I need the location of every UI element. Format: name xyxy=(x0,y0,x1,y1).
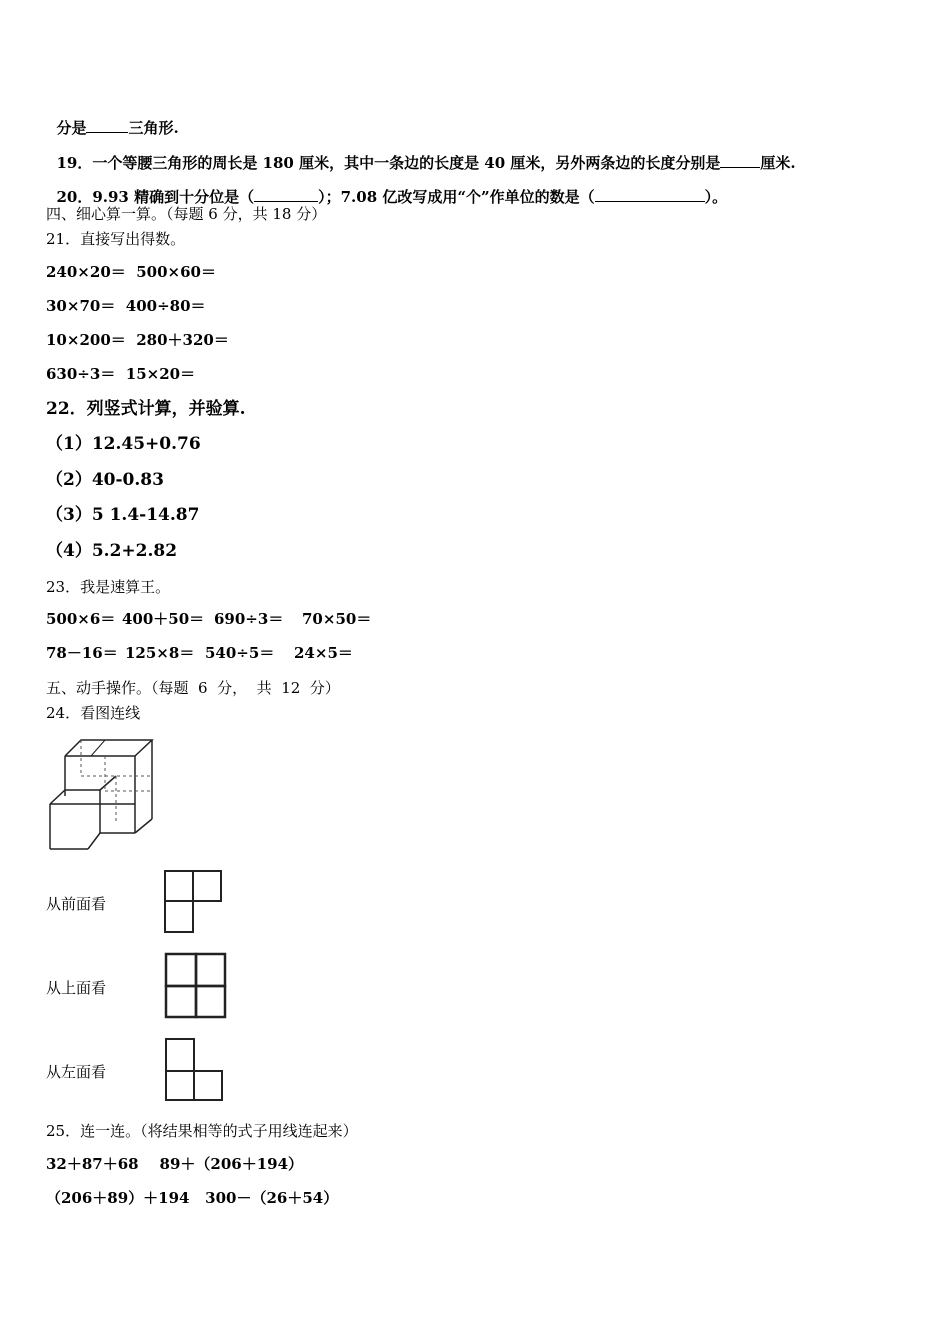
q18-prefix: 分是 xyxy=(56,119,87,137)
q23-expr: 24×5＝ xyxy=(294,644,353,662)
q22-item: （1）12.45+0.76 xyxy=(46,434,201,454)
q21-row: 30×70＝ 400÷80＝ xyxy=(46,297,206,315)
q21-row: 240×20＝ 500×60＝ xyxy=(46,263,216,281)
q22-item: （4）5.2+2.82 xyxy=(46,541,178,561)
q23-expr: 540÷5＝ xyxy=(205,644,275,662)
q23-expr: 125×8＝ xyxy=(125,644,195,662)
front-view-figure xyxy=(163,869,225,935)
q25-row: 32＋87＋68 89＋（206＋194） xyxy=(46,1155,304,1173)
question-24-title: 24．看图连线 xyxy=(46,704,141,722)
question-20 xyxy=(46,173,727,205)
view-label-left: 从左面看 xyxy=(46,1063,107,1081)
top-view-figure xyxy=(164,952,228,1020)
view-label-front: 从前面看 xyxy=(46,895,107,913)
q23-expr: 400＋50＝ xyxy=(122,610,205,628)
q19-text: 19．一个等腰三角形的周长是 180 厘米，其中一条边的长度是 40 厘米，另外两条边的长度分别是 xyxy=(56,154,721,172)
q18-suffix: 三角形. xyxy=(128,119,179,137)
answer-blank[interactable] xyxy=(720,154,760,168)
q20-part3: ）。 xyxy=(704,188,728,206)
section-5-heading: 五、动手操作。（每题 6 分， 共 12 分） xyxy=(46,679,340,697)
q20-part2: ）；7.08 亿改写成用“个”作单位的数是（ xyxy=(318,188,595,206)
question-23-title: 23．我是速算王。 xyxy=(46,578,171,596)
q21-row: 630÷3＝ 15×20＝ xyxy=(46,365,196,383)
q23-expr: 500×6＝ xyxy=(46,610,116,628)
question-21-title: 21．直接写出得数。 xyxy=(46,230,186,248)
question-22-title: 22．列竖式计算，并验算. xyxy=(46,399,246,419)
question-19 xyxy=(46,139,796,171)
answer-blank[interactable] xyxy=(254,188,318,202)
q19-suffix: 厘米. xyxy=(760,154,796,172)
cube-stack-figure xyxy=(44,736,164,854)
q23-expr: 78－16＝ xyxy=(46,644,118,662)
answer-blank[interactable] xyxy=(595,188,705,202)
question-25-title: 25．连一连。（将结果相等的式子用线连起来） xyxy=(46,1122,358,1140)
q22-item: （2）40-0.83 xyxy=(46,470,164,490)
q25-row: （206＋89）＋194 300－（26＋54） xyxy=(46,1189,339,1207)
q18-tail xyxy=(46,104,179,136)
q23-expr: 690÷3＝ xyxy=(214,610,284,628)
q22-item: （3）5 1.4-14.87 xyxy=(46,505,200,525)
left-view-figure xyxy=(164,1037,226,1103)
answer-blank[interactable] xyxy=(86,119,128,133)
view-label-top: 从上面看 xyxy=(46,979,107,997)
q21-row: 10×200＝ 280＋320＝ xyxy=(46,331,229,349)
q23-expr: 70×50＝ xyxy=(302,610,372,628)
q20-part1: 20．9.93 精确到十分位是（ xyxy=(56,188,255,206)
section-4-heading: 四、细心算一算。（每题 6 分，共 18 分） xyxy=(46,205,327,223)
